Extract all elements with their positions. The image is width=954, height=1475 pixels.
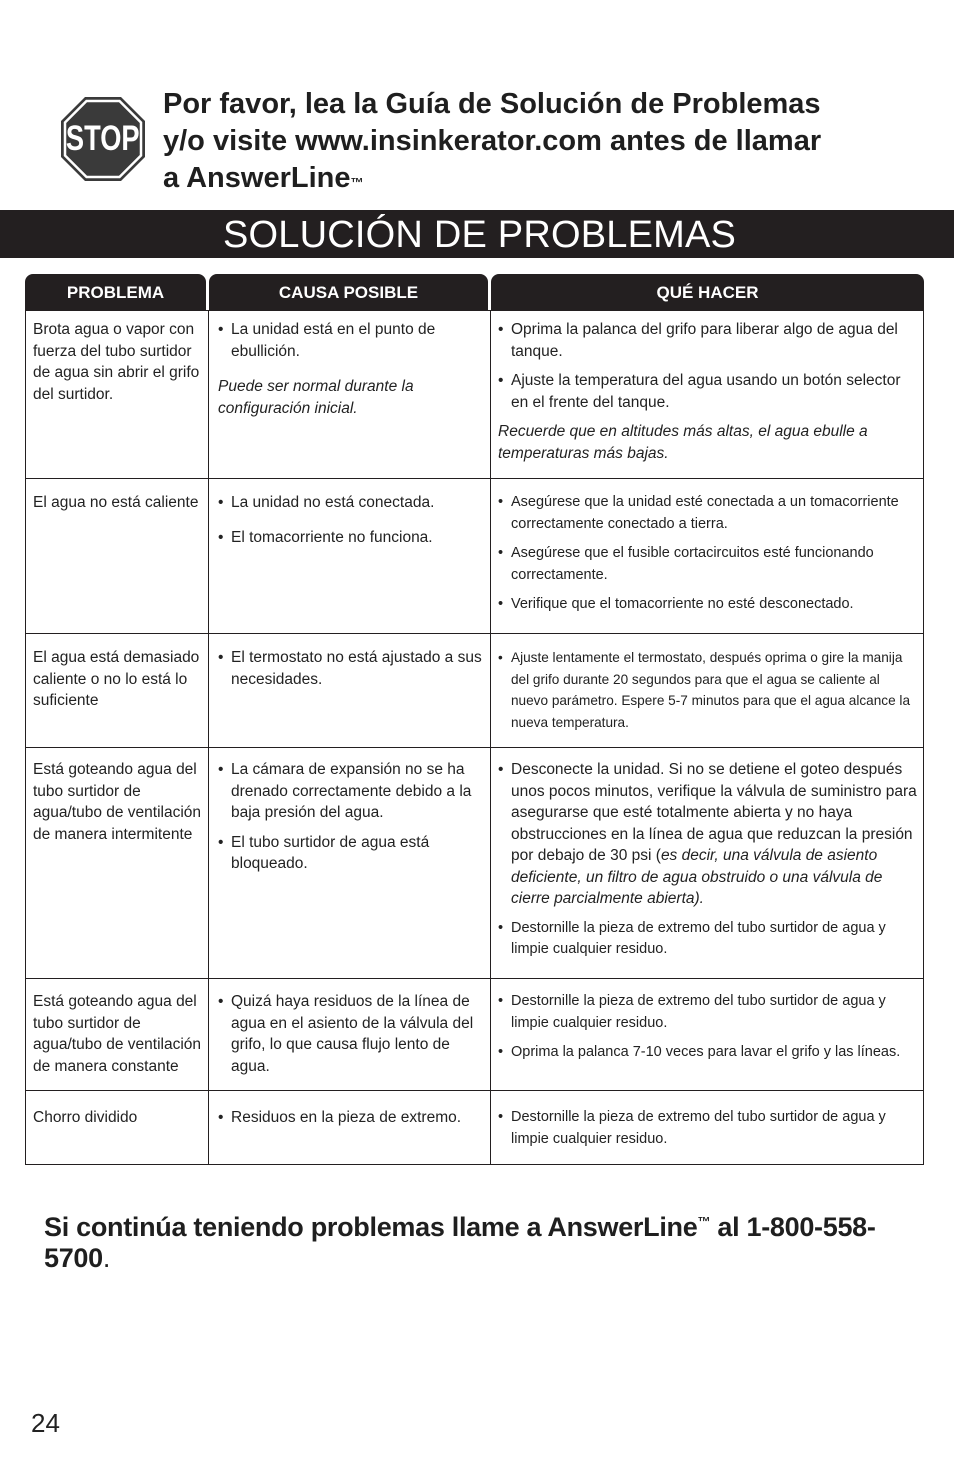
table-row-4-action: [498, 759, 918, 969]
trademark: ™: [350, 175, 364, 190]
action-item: • Asegúrese que el fusible cortacircuitos esté funcionando correctamente.: [498, 543, 918, 586]
table-row-1-cause: [218, 319, 483, 419]
cause-item: • El tomacorriente no funciona.: [218, 527, 483, 549]
table-row-6-problem: Chorro dividido: [33, 1109, 138, 1126]
table-row-1-action: [498, 319, 914, 464]
action-item: • Desconecte la unidad. Si no se detiene el goteo después unos pocos minutos, verifique la válvula de suministro para asegurarse que esté totalmente abierta y no haya obstrucciones en la línea de agua que reduzcan la presión por debajo de 30 psi (es decir, una válvula de asiento deficiente, un filtro de agua obstruido o una válvula de cierre parcialmente abierta).: [498, 759, 918, 910]
table-row-3-action: [498, 647, 918, 741]
table-row-6-cause: [218, 1107, 483, 1137]
table-row-2-action: [498, 492, 918, 624]
stop-label: STOP: [65, 118, 140, 158]
table-row-3-cause: [218, 647, 483, 698]
column-header-cause: CAUSA POSIBLE: [209, 274, 488, 310]
row-divider: [26, 978, 923, 979]
table-row-1-problem: Brota agua o vapor con fuerza del tubo surtidor de agua sin abrir el grifo del surtidor.: [33, 321, 200, 403]
table-row-5-problem: Está goteando agua del tubo surtidor de agua/tubo de ventilación de manera constante: [33, 993, 202, 1075]
page-title: SOLUCIÓN DE PROBLEMAS: [223, 214, 737, 256]
action-item: • Destornille la pieza de extremo del tubo surtidor de agua y limpie cualquier residuo.: [498, 1107, 918, 1150]
column-divider: [208, 311, 209, 1164]
column-header-problem: PROBLEMA: [25, 274, 206, 310]
row-divider: [26, 1090, 923, 1091]
action-item: • Destornille la pieza de extremo del tubo surtidor de agua y limpie cualquier residuo.: [498, 918, 918, 961]
table-row-4-cause: [218, 759, 483, 883]
title-banner: [0, 210, 954, 258]
stop-sign-icon: [60, 96, 146, 182]
row-divider: [26, 747, 923, 748]
table-body: [25, 310, 924, 1165]
table-row-5-cause: [218, 991, 480, 1085]
warning-line-2: y/o visite www.insinkerator.com antes de llamar: [163, 125, 822, 157]
action-item: • Verifique que el tomacorriente no esté desconectado.: [498, 594, 918, 616]
action-item: • Destornille la pieza de extremo del tubo surtidor de agua y limpie cualquier residuo.: [498, 991, 918, 1034]
action-item: • Oprima la palanca del grifo para liberar algo de agua del tanque.: [498, 319, 914, 362]
warning-line-1: Por favor, lea la Guía de Solución de Problemas: [163, 88, 821, 120]
action-item: • Ajuste la temperatura del agua usando un botón selector en el frente del tanque.: [498, 370, 914, 413]
column-divider: [490, 311, 491, 1164]
row-divider: [26, 633, 923, 634]
table-row-2-cause: [218, 492, 483, 556]
action-item: • Asegúrese que la unidad esté conectada a un tomacorriente correctamente conectado a tierra.: [498, 492, 918, 535]
trademark: ™: [697, 1214, 711, 1229]
cause-item: • La cámara de expansión no se ha drenado correctamente debido a la baja presión del agua.: [218, 759, 483, 824]
cause-item: • Residuos en la pieza de extremo.: [218, 1107, 483, 1129]
table-row-4-problem: Está goteando agua del tubo surtidor de agua/tubo de ventilación de manera intermitente: [33, 761, 202, 843]
cause-item: • La unidad no está conectada.: [218, 492, 483, 514]
table-row-6-action: [498, 1107, 918, 1158]
action-item: • Oprima la palanca 7-10 veces para lavar el grifo y las líneas.: [498, 1042, 918, 1064]
cause-item: • El termostato no está ajustado a sus necesidades.: [218, 647, 483, 690]
page-number: 24: [31, 1408, 60, 1438]
cause-item: • Quizá haya residuos de la línea de agua en el asiento de la válvula del grifo, lo que causa flujo lento de agua.: [218, 991, 480, 1077]
table-row-3-problem: El agua está demasiado caliente o no lo está lo suficiente: [33, 649, 200, 709]
warning-line-3: a AnswerLine™: [163, 162, 364, 194]
troubleshooting-table: [25, 274, 924, 1165]
cause-item: • El tubo surtidor de agua está bloqueado.: [218, 832, 483, 875]
action-note: Recuerde que en altitudes más altas, el agua ebulle a temperaturas más bajas.: [498, 423, 868, 462]
cause-note: Puede ser normal durante la configuración inicial.: [218, 378, 414, 417]
table-row-5-action: [498, 991, 918, 1072]
cause-item: • La unidad está en el punto de ebullición.: [218, 319, 483, 362]
answerline-callout: Si continúa teniendo problemas llame a AnswerLine™ al 1-800-558-5700.: [44, 1212, 876, 1273]
column-header-action: QUÉ HACER: [491, 274, 924, 310]
row-divider: [26, 478, 923, 479]
warning-text: [163, 86, 923, 197]
action-item: • Ajuste lentamente el termostato, después oprima o gire la manija del grifo durante 20 segundos para que el agua se caliente al nuevo parámetro. Espere 5-7 minutos para que el agua alcance la nueva temperatura.: [498, 647, 918, 733]
table-row-2-problem: El agua no está caliente: [33, 494, 199, 511]
